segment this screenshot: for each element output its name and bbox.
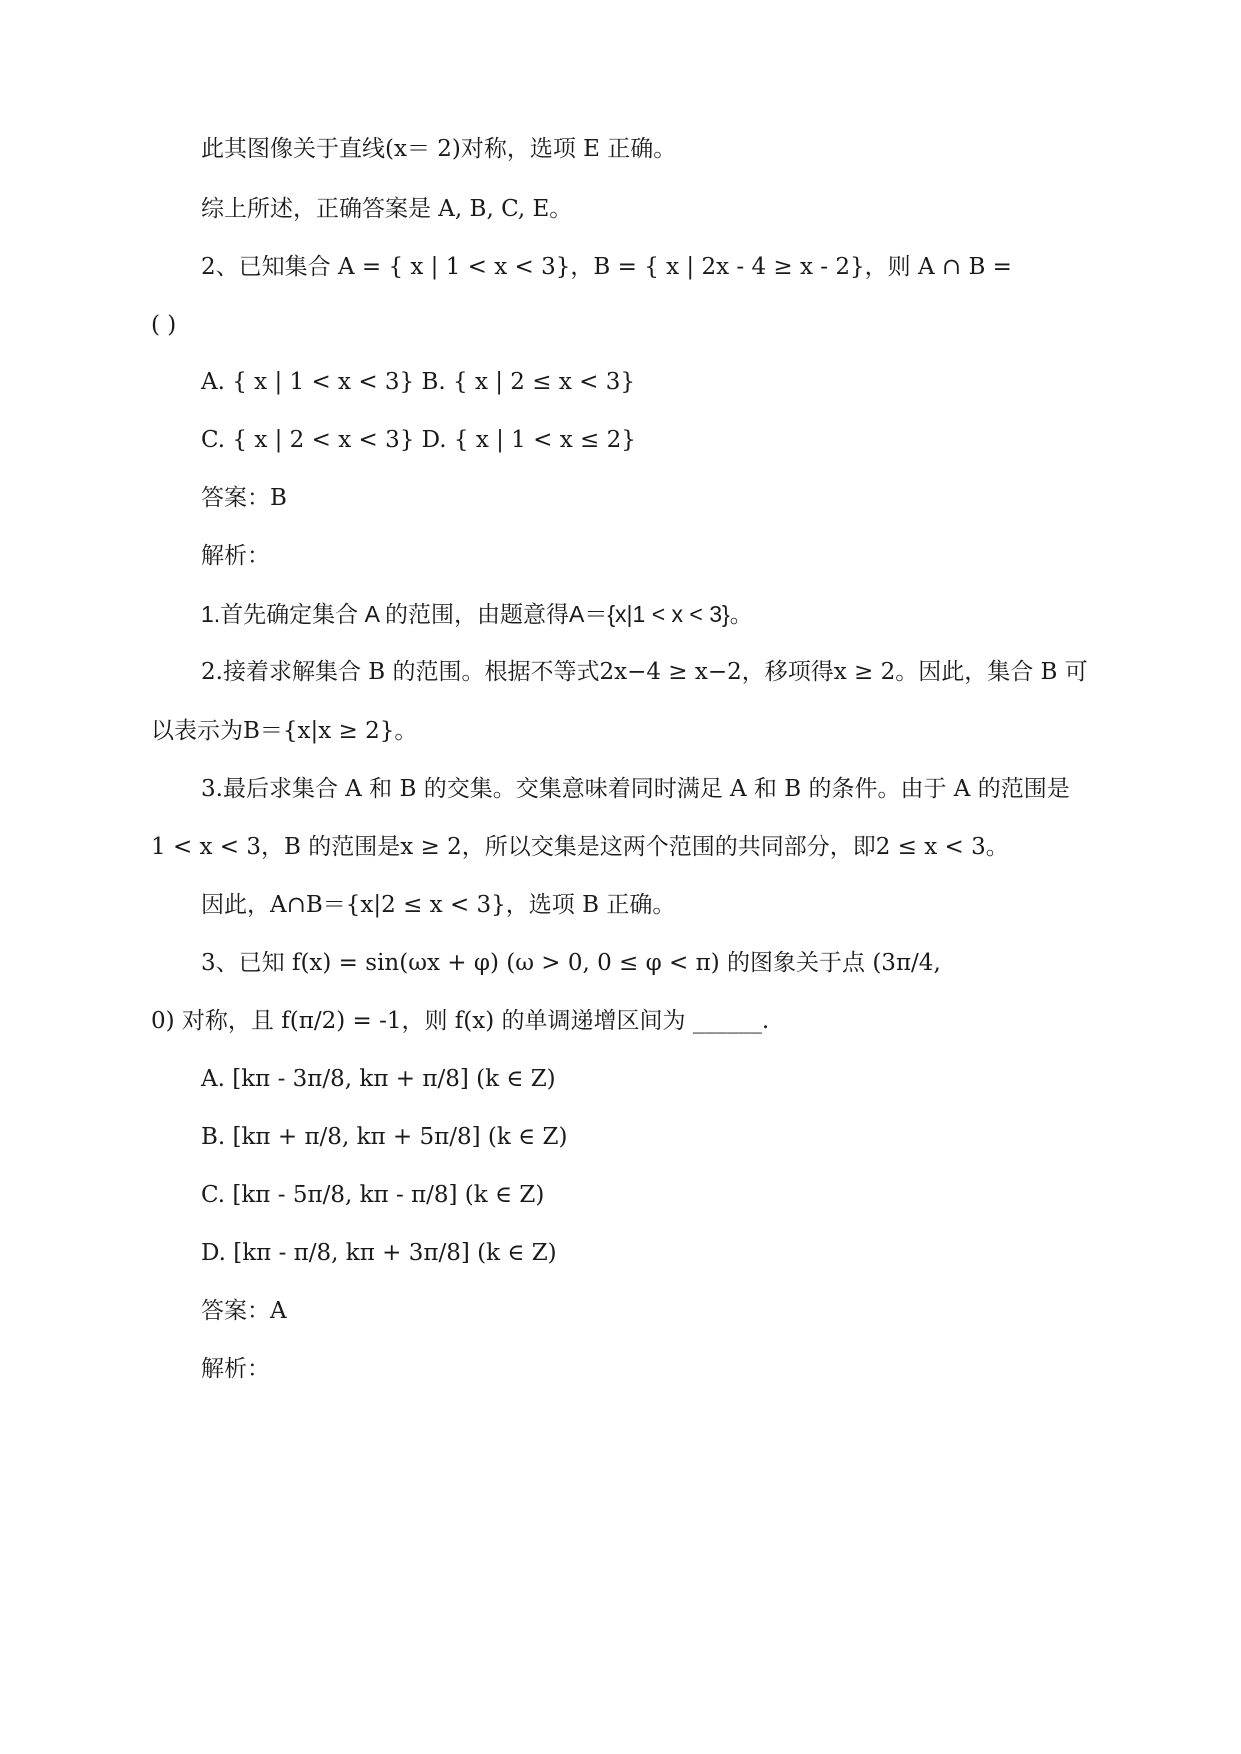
question-2-analysis-heading: 解析： bbox=[201, 543, 270, 569]
question-3-analysis-heading: 解析： bbox=[201, 1356, 270, 1382]
analysis-step-2: 2.接着求解集合 B 的范围。根据不等式2x−4 ≥ x−2，移项得x ≥ 2。因此，集合 B 可 bbox=[201, 659, 1088, 685]
question-3-option-d: D. [kπ - π/8, kπ + 3π/8] (k ∈ Z) bbox=[201, 1240, 557, 1266]
analysis-step-3: 3.最后求集合 A 和 B 的交集。交集意味着同时满足 A 和 B 的条件。由于 A 的范围是 bbox=[201, 776, 1070, 802]
question-3-option-b: B. [kπ + π/8, kπ + 5π/8] (k ∈ Z) bbox=[201, 1124, 568, 1150]
analysis-conclusion: 因此，A∩B＝{x|2 ≤ x < 3}，选项 B 正确。 bbox=[201, 892, 676, 918]
analysis-step-2-continued: 以表示为B＝{x|x ≥ 2}。 bbox=[151, 718, 418, 744]
question-2-blank: ( ) bbox=[151, 312, 177, 338]
question-2-options-cd: C. { x | 2 < x < 3} D. { x | 1 < x ≤ 2} bbox=[201, 427, 636, 453]
question-3-option-c: C. [kπ - 5π/8, kπ - π/8] (k ∈ Z) bbox=[201, 1182, 545, 1208]
text-line-summary: 综上所述，正确答案是 A, B, C, E。 bbox=[201, 196, 573, 222]
question-2-stem: 2、已知集合 A = { x | 1 < x < 3}，B = { x | 2x - 4 ≥ x - 2}，则 A ∩ B = bbox=[201, 254, 1012, 280]
question-3-option-a: A. [kπ - 3π/8, kπ + π/8] (k ∈ Z) bbox=[201, 1066, 556, 1092]
analysis-step-1: 1.首先确定集合 A 的范围，由题意得A＝{x|1 < x < 3}。 bbox=[201, 601, 753, 627]
question-3-answer: 答案：A bbox=[201, 1298, 287, 1324]
question-3-stem: 3、已知 f(x) = sin(ωx + φ) (ω > 0, 0 ≤ φ < π) 的图象关于点 (3π/4, bbox=[201, 950, 941, 976]
question-3-stem-continued: 0) 对称，且 f(π/2) = -1，则 f(x) 的单调递增区间为 ______. bbox=[151, 1008, 770, 1034]
analysis-step-3-continued: 1 < x < 3，B 的范围是x ≥ 2，所以交集是这两个范围的共同部分，即2 ≤ x < 3。 bbox=[151, 834, 1009, 860]
text-line-symmetry-conclusion: 此其图像关于直线(x＝ 2)对称，选项 E 正确。 bbox=[201, 136, 677, 162]
question-2-answer: 答案：B bbox=[201, 485, 287, 511]
question-2-options-ab: A. { x | 1 < x < 3} B. { x | 2 ≤ x < 3} bbox=[201, 369, 635, 395]
